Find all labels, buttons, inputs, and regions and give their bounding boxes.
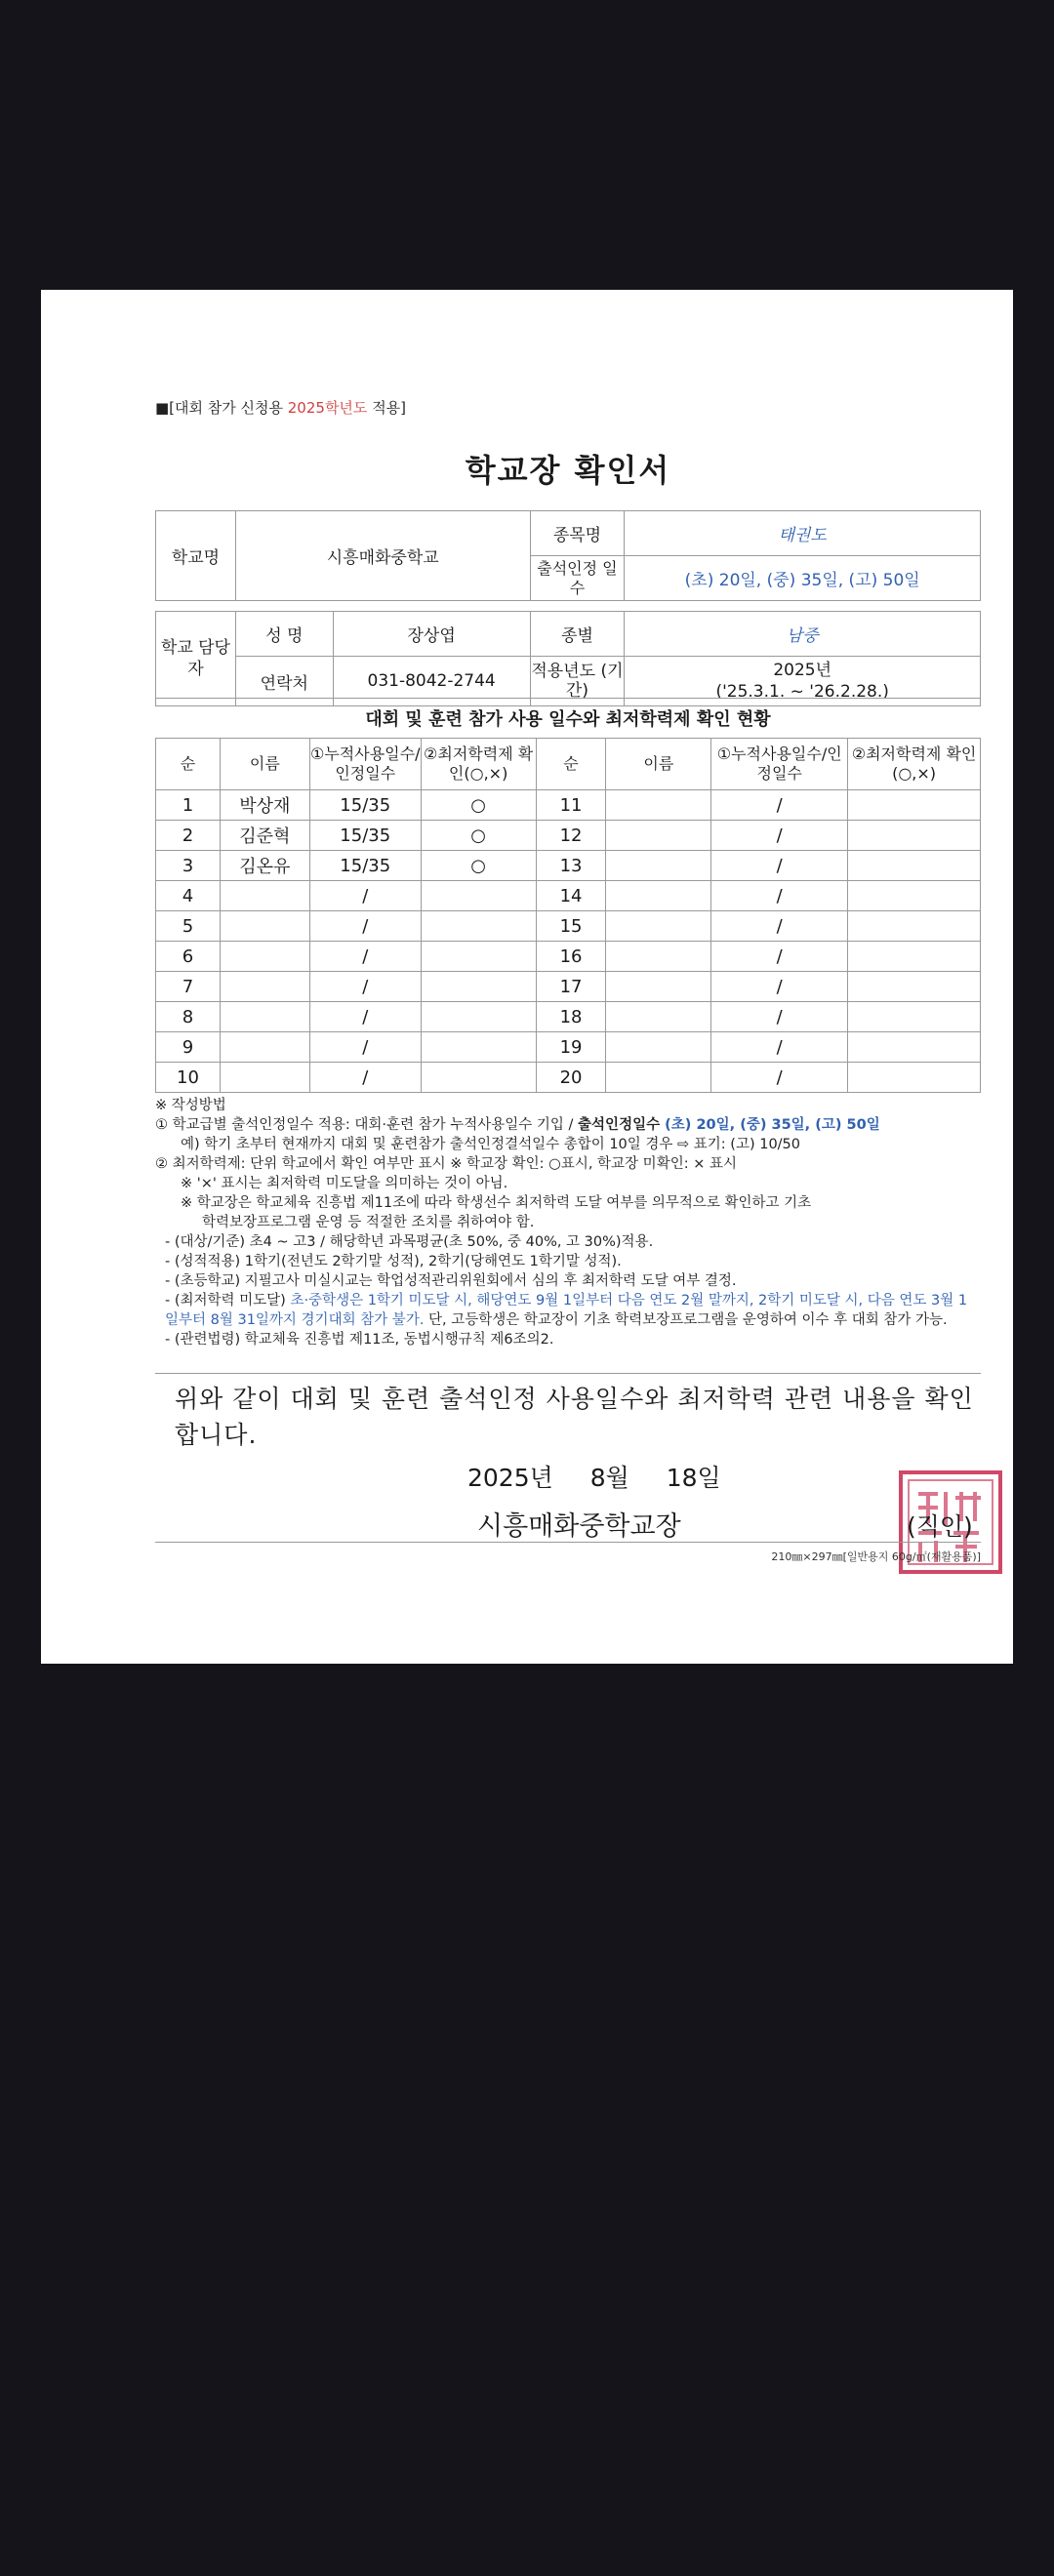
student-name — [606, 1063, 711, 1093]
col-header: 순 — [156, 739, 221, 790]
row-number: 6 — [156, 942, 221, 972]
note-8-label: - (최저학력 미도달) — [165, 1293, 291, 1308]
table-row — [156, 851, 981, 881]
attendance-days: / — [711, 821, 848, 851]
academic-check — [421, 881, 536, 911]
status-caption: 대회 및 훈련 참가 사용 일수와 최저학력제 확인 현황 — [156, 699, 981, 739]
student-name — [606, 851, 711, 881]
row-number: 1 — [156, 790, 221, 821]
col-header: 순 — [536, 739, 606, 790]
attendance-days: / — [309, 942, 421, 972]
status-table — [155, 698, 981, 1093]
academic-check — [848, 1032, 981, 1063]
date-month: 8월 — [589, 1464, 629, 1492]
date-day: 18일 — [666, 1464, 721, 1492]
attendance-days: / — [309, 1002, 421, 1032]
row-number: 20 — [536, 1063, 606, 1093]
contact-value: 031-8042-2744 — [333, 657, 530, 706]
year-period: ('25.3.1. ~ '26.2.28.) — [715, 682, 889, 702]
row-number: 15 — [536, 911, 606, 942]
row-number: 19 — [536, 1032, 606, 1063]
student-name — [606, 821, 711, 851]
student-name — [606, 881, 711, 911]
col-header: ②최저학력제 확인(○,×) — [421, 739, 536, 790]
academic-check — [848, 881, 981, 911]
table-row — [156, 881, 981, 911]
academic-check — [848, 1063, 981, 1093]
table-row — [156, 1063, 981, 1093]
attendance-days: / — [309, 881, 421, 911]
student-name — [606, 790, 711, 821]
manager-label: 학교 담당자 — [156, 612, 236, 706]
student-name — [220, 942, 309, 972]
table-row — [156, 1002, 981, 1032]
student-name — [220, 1032, 309, 1063]
attend-label: 출석인정 일수 — [530, 556, 625, 601]
note-7: - (초등학교) 지필고사 미실시교는 학업성적관리위원회에서 심의 후 최저학력 도달 여부 결정. — [165, 1273, 737, 1289]
student-name — [606, 1002, 711, 1032]
notes-heading: ※ 작성방법 — [155, 1098, 226, 1113]
student-name — [606, 1032, 711, 1063]
info-table — [155, 510, 981, 706]
document-title: 학교장 확인서 — [465, 452, 671, 489]
contact-label: 연락처 — [235, 657, 333, 706]
year-value: 2025년 — [773, 661, 832, 680]
academic-check — [421, 1002, 536, 1032]
row-number: 10 — [156, 1063, 221, 1093]
academic-check — [848, 851, 981, 881]
row-number: 18 — [536, 1002, 606, 1032]
col-header: ①누적사용일수/인정일수 — [711, 739, 848, 790]
attend-value: (초) 20일, (중) 35일, (고) 50일 — [625, 556, 981, 601]
student-name: 김준혁 — [220, 821, 309, 851]
table-row — [156, 942, 981, 972]
event-value: 태권도 — [625, 511, 981, 556]
attendance-days: 15/35 — [309, 821, 421, 851]
tag-year: 2025학년도 — [287, 399, 368, 417]
attendance-days: 15/35 — [309, 851, 421, 881]
event-label: 종목명 — [530, 511, 625, 556]
attendance-days: / — [711, 1032, 848, 1063]
student-name — [220, 911, 309, 942]
year-label: 적용년도 (기간) — [530, 657, 625, 706]
student-name — [220, 1063, 309, 1093]
divider — [155, 1373, 981, 1374]
row-number: 11 — [536, 790, 606, 821]
academic-check — [848, 911, 981, 942]
row-number: 7 — [156, 972, 221, 1002]
attendance-days: / — [711, 972, 848, 1002]
attendance-days: 15/35 — [309, 790, 421, 821]
student-name: 박상재 — [220, 790, 309, 821]
note-1-bold: 출석인정일수 — [578, 1117, 661, 1133]
application-tag — [155, 397, 406, 418]
table-row — [156, 911, 981, 942]
table-row — [156, 972, 981, 1002]
table-row — [156, 790, 981, 821]
attendance-days: / — [711, 881, 848, 911]
table-row — [156, 1032, 981, 1063]
note-8-blue: 초·중학생은 1학기 미도달 시, 해당연도 9월 1일부터 다음 연도 2월 말까지, 2학기 미도달 시, 다음 연도 3월 1일부터 8월 31일까지 경기대회 참가 불가. — [165, 1293, 968, 1328]
note-2: ② 최저학력제: 단위 학교에서 확인 여부만 표시 ※ 학교장 확인: ○표시, 학교장 미확인: × 표시 — [155, 1156, 737, 1172]
student-name: 김온유 — [220, 851, 309, 881]
status-header-row — [156, 739, 981, 790]
attendance-days: / — [711, 942, 848, 972]
confirm-statement: 위와 같이 대회 및 훈련 출석인정 사용일수와 최저학력 관련 내용을 확인합니다. — [175, 1385, 974, 1449]
academic-check: ○ — [421, 790, 536, 821]
col-header: 이름 — [606, 739, 711, 790]
academic-check — [421, 1063, 536, 1093]
attendance-days: / — [309, 1032, 421, 1063]
tag-prefix: ■[대회 참가 신청용 — [155, 399, 288, 417]
academic-check — [421, 911, 536, 942]
note-3: ※ '×' 표시는 최저학력 미도달을 의미하는 것이 아님. — [181, 1176, 508, 1191]
academic-check — [848, 942, 981, 972]
attendance-days: / — [309, 911, 421, 942]
table-row — [156, 821, 981, 851]
academic-check — [848, 972, 981, 1002]
col-header: 이름 — [220, 739, 309, 790]
attendance-days: / — [711, 911, 848, 942]
row-number: 13 — [536, 851, 606, 881]
name-label: 성 명 — [235, 612, 333, 657]
note-8 — [155, 1291, 981, 1330]
seal-label: (직인) — [907, 1512, 973, 1541]
note-1-example: 예) 학기 초부터 현재까지 대회 및 훈련참가 출석인정결석일수 총합이 10일 경우 ⇨ 표기: (고) 10/50 — [181, 1137, 801, 1152]
student-name — [606, 942, 711, 972]
row-number: 14 — [536, 881, 606, 911]
document-page — [41, 290, 1013, 1664]
attendance-days: / — [309, 1063, 421, 1093]
student-name — [220, 972, 309, 1002]
row-number: 8 — [156, 1002, 221, 1032]
row-number: 4 — [156, 881, 221, 911]
note-6: - (성적적용) 1학기(전년도 2학기말 성적), 2학기(당해연도 1학기말 성적). — [165, 1254, 622, 1269]
attendance-days: / — [711, 790, 848, 821]
academic-check — [848, 1002, 981, 1032]
attendance-days: / — [711, 1063, 848, 1093]
student-name — [220, 1002, 309, 1032]
name-value: 장상엽 — [333, 612, 530, 657]
note-8-tail: 단, 고등학생은 학교장이 기초 학력보장프로그램을 운영하여 이수 후 대회 참가 가능. — [424, 1312, 948, 1328]
tag-suffix: 적용] — [367, 399, 407, 417]
writing-guide — [155, 1096, 981, 1349]
note-4: ※ 학교장은 학교체육 진흥법 제11조에 따라 학생선수 최저학력 도달 여부를 의무적으로 확인하고 기초 — [181, 1195, 812, 1211]
paper-spec: 210㎜×297㎜[일반용지 60g/㎡(재활용품)] — [771, 1550, 981, 1563]
col-header: ②최저학력제 확인(○,×) — [848, 739, 981, 790]
note-5: - (대상/기준) 초4 ~ 고3 / 해당학년 과목평균(초 50%, 중 40%, 고 30%)적용. — [165, 1234, 654, 1250]
principal-title: 시흥매화중학교장 — [477, 1511, 681, 1542]
academic-check — [421, 942, 536, 972]
issue-date — [467, 1459, 721, 1494]
gender-value: 남중 — [625, 612, 981, 657]
row-number: 12 — [536, 821, 606, 851]
status-rows — [156, 790, 981, 1093]
row-number: 17 — [536, 972, 606, 1002]
attendance-days: / — [711, 851, 848, 881]
date-year: 2025년 — [467, 1464, 553, 1492]
row-number: 2 — [156, 821, 221, 851]
attendance-days: / — [309, 972, 421, 1002]
student-name — [606, 911, 711, 942]
academic-check: ○ — [421, 851, 536, 881]
bottom-divider — [155, 1542, 981, 1543]
school-label: 학교명 — [156, 511, 236, 601]
note-1-days: (초) 20일, (중) 35일, (고) 50일 — [660, 1117, 880, 1133]
spacer-row — [156, 601, 981, 612]
row-number: 5 — [156, 911, 221, 942]
note-9: - (관련법령) 학교체육 진흥법 제11조, 동법시행규칙 제6조의2. — [165, 1332, 554, 1348]
gender-label: 종별 — [530, 612, 625, 657]
academic-check — [848, 790, 981, 821]
note-1-text: ① 학교급별 출석인정일수 적용: 대회·훈련 참가 누적사용일수 기입 / — [155, 1117, 579, 1133]
academic-check — [421, 972, 536, 1002]
academic-check — [848, 821, 981, 851]
academic-check: ○ — [421, 821, 536, 851]
row-number: 9 — [156, 1032, 221, 1063]
row-number: 16 — [536, 942, 606, 972]
attendance-days: / — [711, 1002, 848, 1032]
school-name: 시흥매화중학교 — [235, 511, 530, 601]
student-name — [220, 881, 309, 911]
row-number: 3 — [156, 851, 221, 881]
col-header: ①누적사용일수/인정일수 — [309, 739, 421, 790]
note-4-cont: 학력보장프로그램 운영 등 적절한 조치를 취하여야 함. — [202, 1215, 535, 1230]
note-1 — [155, 1115, 981, 1135]
student-name — [606, 972, 711, 1002]
academic-check — [421, 1032, 536, 1063]
